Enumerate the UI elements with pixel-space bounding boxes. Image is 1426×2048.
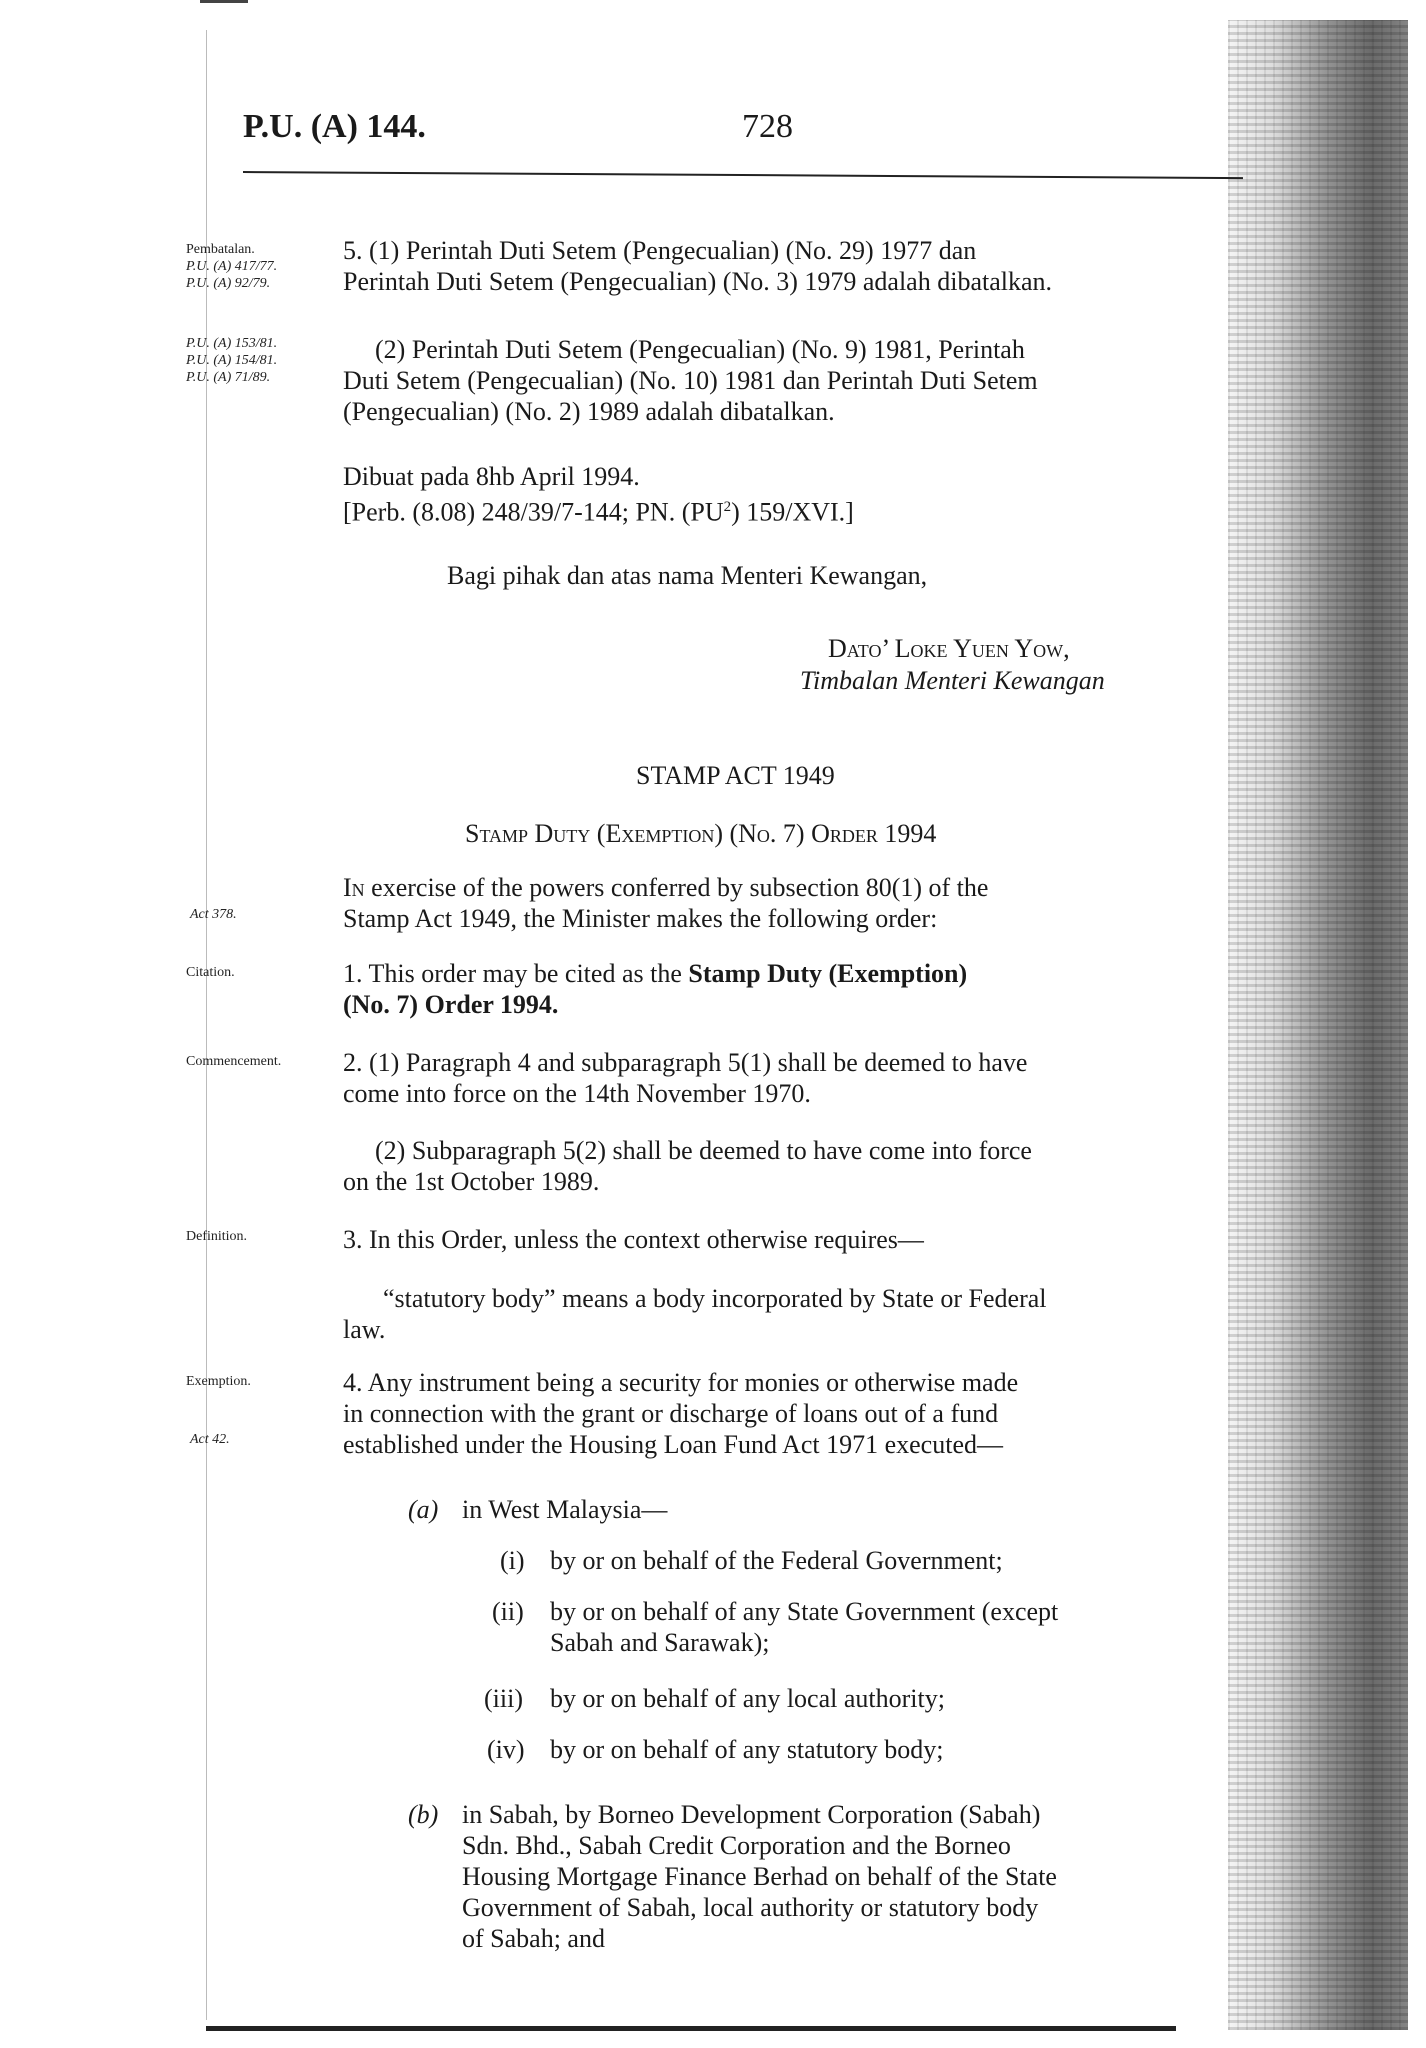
clause-2-2-line: (2) Subparagraph 5(2) shall be deemed to have come into force [375, 1136, 1032, 1165]
item-b-label: (b) [408, 1800, 439, 1829]
margin-note-commencement: Commencement. [186, 1054, 282, 1069]
item-ii-line: by or on behalf of any State Government (except [550, 1597, 1059, 1626]
margin-note-ref: P.U. (A) 154/81. [186, 353, 278, 368]
item-ii-line: Sabah and Sarawak); [550, 1628, 770, 1657]
margin-note-ref: P.U. (A) 153/81. [186, 336, 278, 351]
footer-rule [206, 2026, 1176, 2031]
preamble-line: Stamp Act 1949, the Minister makes the following order: [343, 904, 938, 933]
gazette-id: P.U. (A) 144. [243, 108, 426, 145]
scan-shadow-strip [1228, 20, 1408, 2030]
margin-note-ref: P.U. (A) 92/79. [186, 276, 271, 291]
para-5-1-line: 5. (1) Perintah Duti Setem (Pengecualian) (No. 29) 1977 dan [343, 236, 977, 265]
signatory-title: Timbalan Menteri Kewangan [800, 666, 1105, 695]
item-ii-label: (ii) [492, 1597, 524, 1626]
para-5-2-line: (Pengecualian) (No. 2) 1989 adalah dibatalkan. [343, 397, 835, 426]
clause-3: 3. In this Order, unless the context otherwise requires— [343, 1225, 924, 1254]
item-b-line: Housing Mortgage Finance Berhad on behalf of the State [462, 1862, 1057, 1891]
margin-note-ref: P.U. (A) 71/89. [186, 370, 271, 385]
margin-note-act: Act 42. [190, 1432, 230, 1447]
on-behalf-line: Bagi pihak dan atas nama Menteri Kewangan, [447, 561, 928, 590]
order-title: Stamp Duty (Exemption) (No. 7) Order 1994 [465, 819, 937, 848]
scan-corner-mark [200, 0, 248, 3]
act-title: STAMP ACT 1949 [636, 761, 835, 790]
item-iv-label: (iv) [487, 1735, 525, 1764]
margin-note-ref: P.U. (A) 417/77. [186, 259, 278, 274]
item-b-line: Sdn. Bhd., Sabah Credit Corporation and the Borneo [462, 1831, 1011, 1860]
made-on-date: Dibuat pada 8hb April 1994. [343, 462, 640, 491]
item-i-label: (i) [500, 1546, 525, 1575]
para-5-1-line: Perintah Duti Setem (Pengecualian) (No. 3) 1979 adalah dibatalkan. [343, 267, 1053, 296]
scan-binding-edge [206, 30, 207, 2020]
margin-note-revocation: Pembatalan. [186, 242, 255, 257]
clause-2-2-line: on the 1st October 1989. [343, 1167, 600, 1196]
definition-line: “statutory body” means a body incorporated by State or Federal [383, 1284, 1047, 1313]
clause-4-line: established under the Housing Loan Fund Act 1971 executed— [343, 1430, 1003, 1459]
item-iii-text: by or on behalf of any local authority; [550, 1684, 945, 1713]
item-b-line: in Sabah, by Borneo Development Corporation (Sabah) [462, 1800, 1041, 1829]
item-a-label: (a) [408, 1495, 439, 1524]
margin-note-definition: Definition. [186, 1229, 248, 1244]
item-iv-text: by or on behalf of any statutory body; [550, 1735, 944, 1764]
definition-line: law. [343, 1315, 386, 1344]
margin-note-exemption: Exemption. [186, 1374, 251, 1389]
clause-1: 1. This order may be cited as the Stamp Duty (Exemption) [343, 959, 968, 988]
item-i-text: by or on behalf of the Federal Government; [550, 1546, 1003, 1575]
preamble-line: In exercise of the powers conferred by subsection 80(1) of the [343, 873, 989, 902]
item-iii-label: (iii) [484, 1684, 523, 1713]
page-number: 728 [742, 108, 793, 145]
header-rule [243, 171, 1243, 179]
item-a-text: in West Malaysia— [462, 1495, 668, 1524]
item-b-line: Government of Sabah, local authority or statutory body [462, 1893, 1039, 1922]
clause-2-1-line: come into force on the 14th November 1970. [343, 1079, 811, 1108]
clause-4-line: 4. Any instrument being a security for monies or otherwise made [343, 1368, 1019, 1397]
margin-note-citation: Citation. [186, 965, 235, 980]
item-b-line: of Sabah; and [462, 1924, 605, 1953]
signatory-name: Dato’ Loke Yuen Yow, [828, 634, 1070, 663]
margin-note-act: Act 378. [190, 907, 237, 922]
para-5-2-line: (2) Perintah Duti Setem (Pengecualian) (No. 9) 1981, Perintah [375, 335, 1025, 364]
para-5-2-line: Duti Setem (Pengecualian) (No. 10) 1981 dan Perintah Duti Setem [343, 366, 1038, 395]
clause-1-title: (No. 7) Order 1994. [343, 990, 559, 1019]
clause-2-1-line: 2. (1) Paragraph 4 and subparagraph 5(1) shall be deemed to have [343, 1048, 1028, 1077]
file-reference: [Perb. (8.08) 248/39/7-144; PN. $(PU^2)$ 159/XVI.] [343, 497, 854, 527]
clause-4-line: in connection with the grant or discharge of loans out of a fund [343, 1399, 999, 1428]
